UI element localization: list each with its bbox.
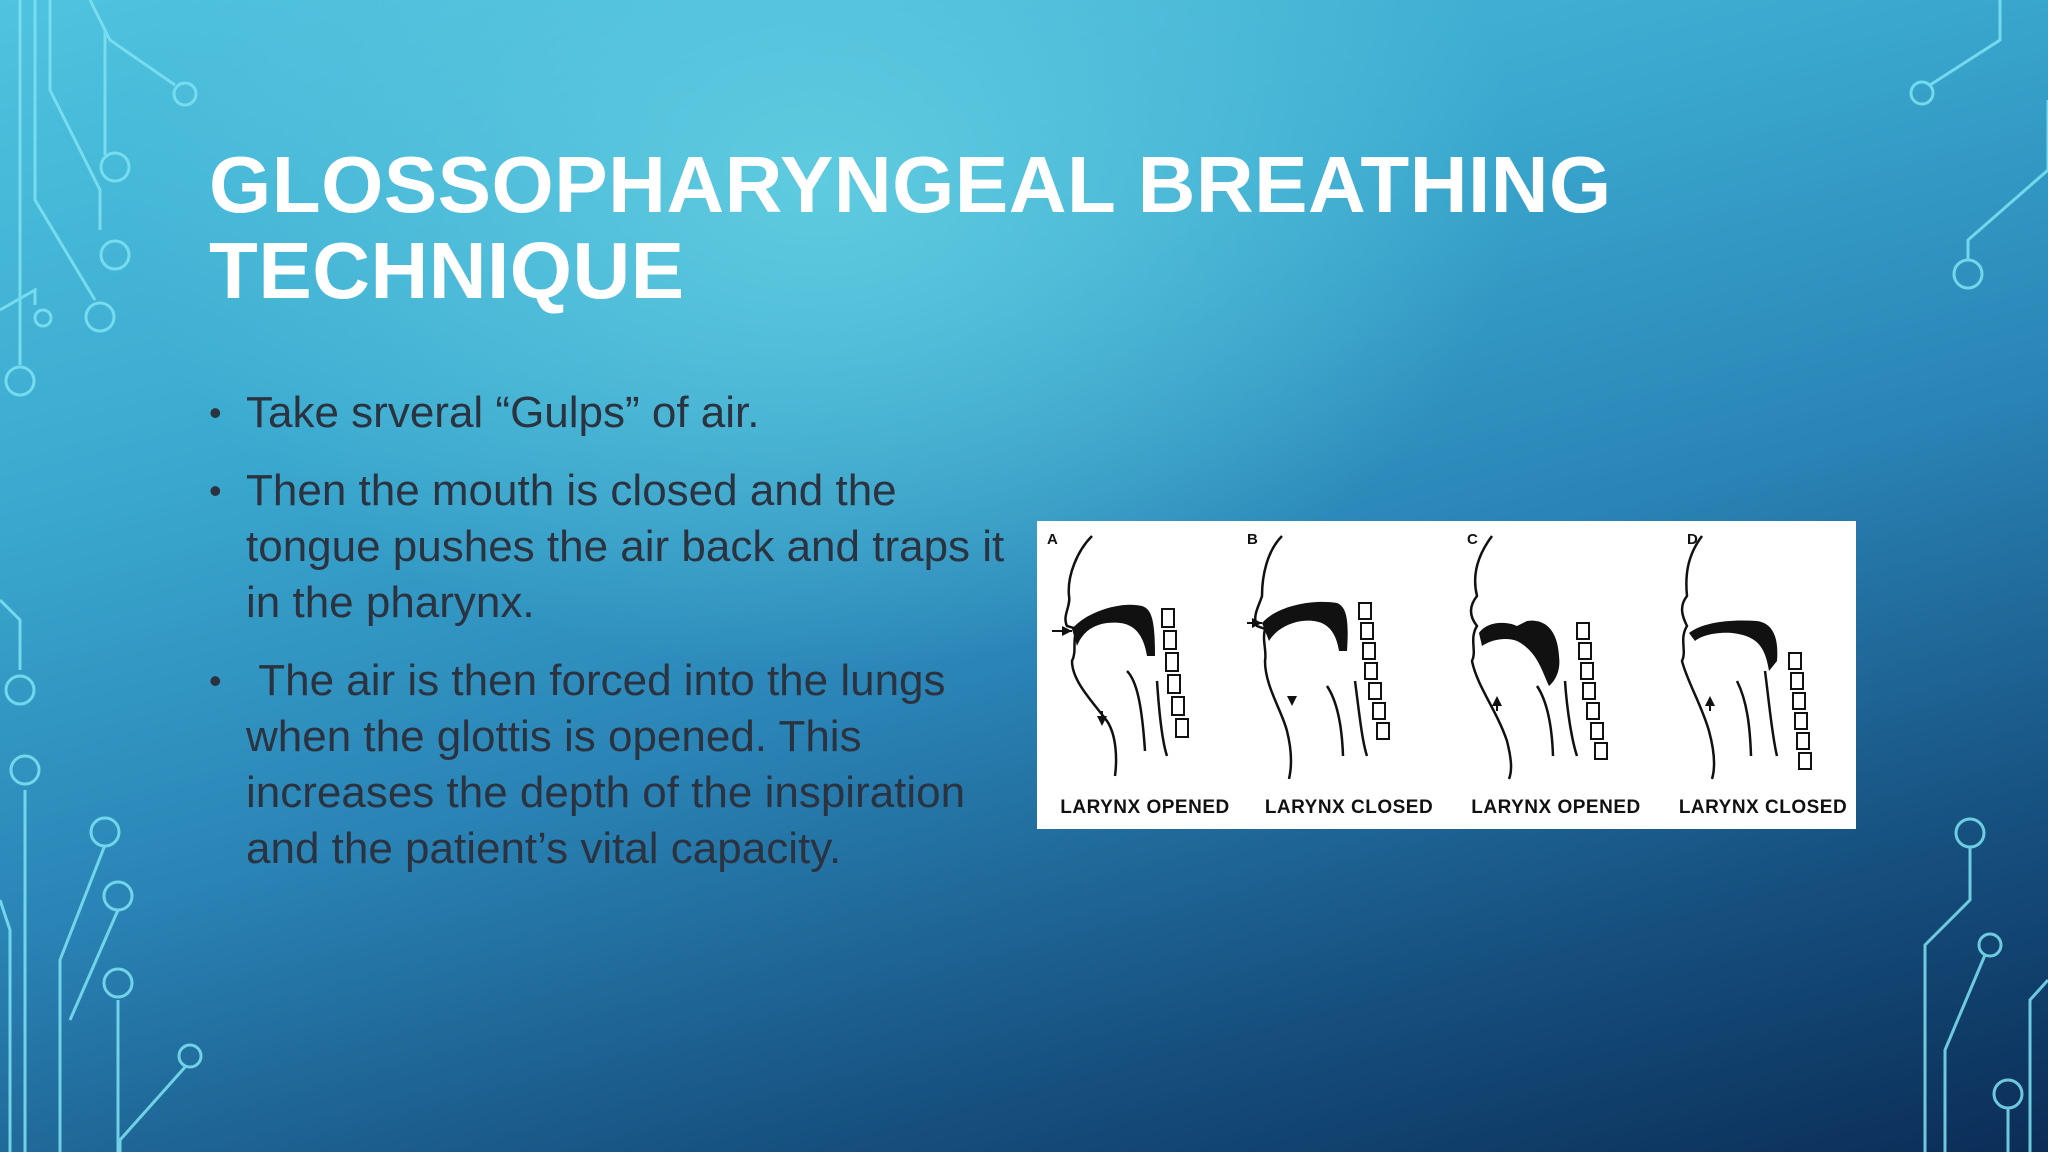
bullet-text-1: Take srveral “Gulps” of air.: [246, 388, 760, 437]
caption-c: LARYNX OPENED: [1471, 797, 1641, 818]
panel-letter-d: D: [1687, 531, 1698, 548]
caption-d: LARYNX CLOSED: [1678, 797, 1848, 818]
caption-a: LARYNX OPENED: [1060, 797, 1230, 818]
panel-letter-c: C: [1467, 531, 1478, 548]
bullet-marker: •: [209, 660, 222, 701]
bullet-marker: •: [209, 470, 222, 511]
bullet-marker: •: [209, 392, 222, 433]
slide-title-line-1: GLOSSOPHARYNGEAL BREATHING: [209, 140, 1612, 229]
larynx-diagram-figure: [1037, 521, 1856, 829]
vertebrae: [1162, 609, 1188, 737]
bullet-text-3: The air is then forced into the lungs when the glottis is opened. This increases the depth of the inspiration and the patient’s vital capacity.: [246, 656, 978, 873]
bullet-text-2: Then the mouth is closed and the tongue pushes the air back and traps it in the pharynx.: [246, 466, 1005, 627]
slide-title: [209, 142, 1809, 314]
bullet-item-3: [209, 653, 1009, 877]
bullet-item-1: [209, 385, 1009, 441]
panel-letter-b: B: [1247, 531, 1258, 548]
larynx-diagram-drawing: [1037, 521, 1856, 829]
caption-b: LARYNX CLOSED: [1264, 797, 1434, 818]
bullet-list: [209, 385, 1009, 899]
bullet-item-2: [209, 463, 1009, 631]
slide-title-line-2: TECHNIQUE: [209, 226, 685, 315]
panel-letter-a: A: [1047, 531, 1058, 548]
